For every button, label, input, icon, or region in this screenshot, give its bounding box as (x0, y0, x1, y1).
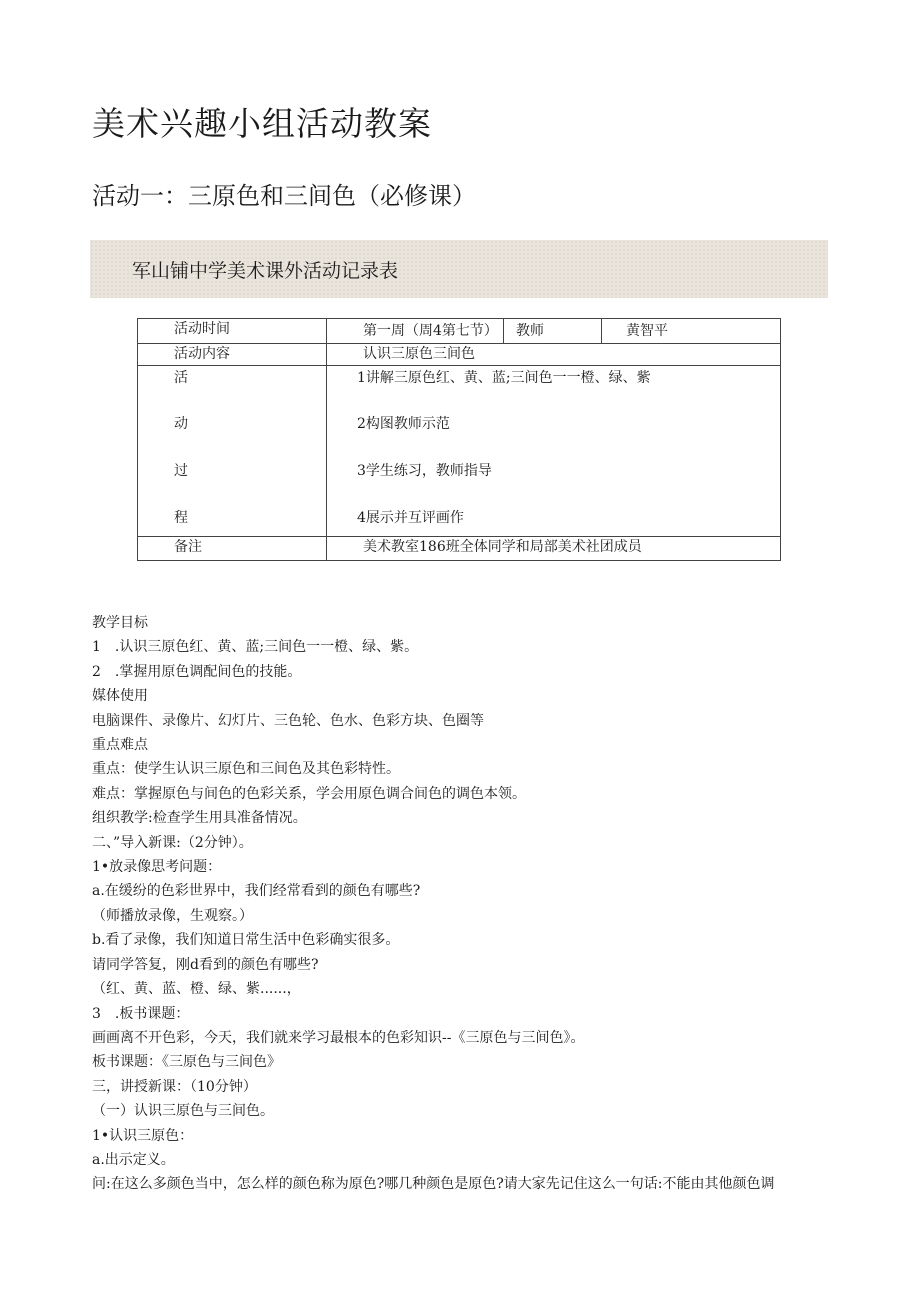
record-banner (90, 240, 828, 298)
content-label: 活动内容 (138, 344, 327, 366)
remark-label: 备注 (138, 537, 327, 561)
process-step: 4展示并互评画作 (357, 510, 464, 526)
banner-title: 军山铺中学美术课外活动记录表 (132, 260, 399, 282)
table-row (138, 537, 781, 561)
body-line: 问:在这么多颜色当中，怎么样的颜色称为原色?哪几种颜色是原色?请大家先记住这么一句话:不能由其他颜色调 (92, 1176, 775, 1193)
process-label-char: 过 (174, 463, 188, 479)
body-line: a.出示定义。 (92, 1151, 175, 1168)
body-line: 2 .掌握用原色调配间色的技能。 (92, 663, 302, 680)
body-line: 画画离不开色彩，今天，我们就来学习最根本的色彩知识--《三原色与三间色》。 (92, 1029, 585, 1046)
activity-record-table (137, 318, 781, 561)
body-line: 教学目标 (92, 615, 148, 631)
process-label-char: 程 (174, 510, 188, 526)
process-label-cell (138, 366, 327, 537)
body-line: 1•放录像思考问题： (92, 859, 222, 876)
activity-subtitle: 活动一：三原色和三间色（必修课） (92, 182, 476, 210)
body-line: 1 .认识三原色红、黄、蓝;三间色一一橙、绿、紫。 (92, 639, 419, 656)
table-row (138, 319, 781, 344)
body-line: 1•认识三原色： (92, 1127, 194, 1144)
body-line: （师播放录像，生观察。） (92, 907, 253, 924)
process-steps-cell (327, 366, 781, 537)
body-line: 请同学答复，刚d看到的颜色有哪些? (92, 956, 319, 973)
body-line: （红、黄、蓝、橙、绿、紫......， (92, 981, 301, 998)
body-line: a.在缓纷的色彩世界中，我们经常看到的颜色有哪些? (92, 883, 421, 900)
content-value: 认识三原色三间色 (327, 344, 781, 366)
body-line: 媒体使用 (92, 688, 148, 705)
body-line: 组织教学:检查学生用具准备情况。 (92, 810, 307, 827)
process-step: 2构图教师示范 (357, 416, 450, 432)
body-line: b.看了录像，我们知道日常生活中色彩确实很多。 (92, 932, 400, 949)
table-row (138, 344, 781, 366)
body-line: 3 .板书课题： (92, 1005, 190, 1022)
remark-value: 美术教室186班全体同学和局部美术社团成员 (327, 537, 781, 561)
time-value: 第一周（周4第七节） (327, 319, 504, 343)
process-label-char: 动 (174, 416, 188, 432)
table-row (138, 366, 781, 537)
process-step: 1讲解三原色红、黄、蓝;三间色一一橙、绿、紫 (357, 370, 651, 386)
document-title: 美术兴趣小组活动教案 (92, 104, 432, 143)
body-line: 难点：掌握原色与间色的色彩关系，学会用原色调合间色的调色本领。 (92, 785, 526, 802)
time-label: 活动时间 (138, 319, 327, 344)
teacher-name: 黄智平 (626, 323, 668, 339)
teacher-label: 教师 (504, 319, 602, 343)
body-line: 二、”导入新课:（2分钟）。 (92, 834, 253, 851)
body-line: 板书课题：《三原色与三间色》 (92, 1054, 281, 1071)
body-line: 三，讲授新课：（10分钟） (92, 1078, 257, 1095)
body-line: 重点：使学生认识三原色和三间色及其色彩特性。 (92, 761, 400, 778)
process-label-char: 活 (174, 370, 188, 386)
body-line: （一）认识三原色与三间色。 (92, 1103, 274, 1120)
process-step: 3学生练习，教师指导 (357, 463, 492, 479)
body-line: 重点难点 (92, 737, 148, 754)
time-cell (327, 319, 781, 344)
lesson-body (92, 611, 832, 1197)
body-line: 电脑课件、录像片、幻灯片、三色轮、色水、色彩方块、色圈等 (92, 712, 484, 729)
